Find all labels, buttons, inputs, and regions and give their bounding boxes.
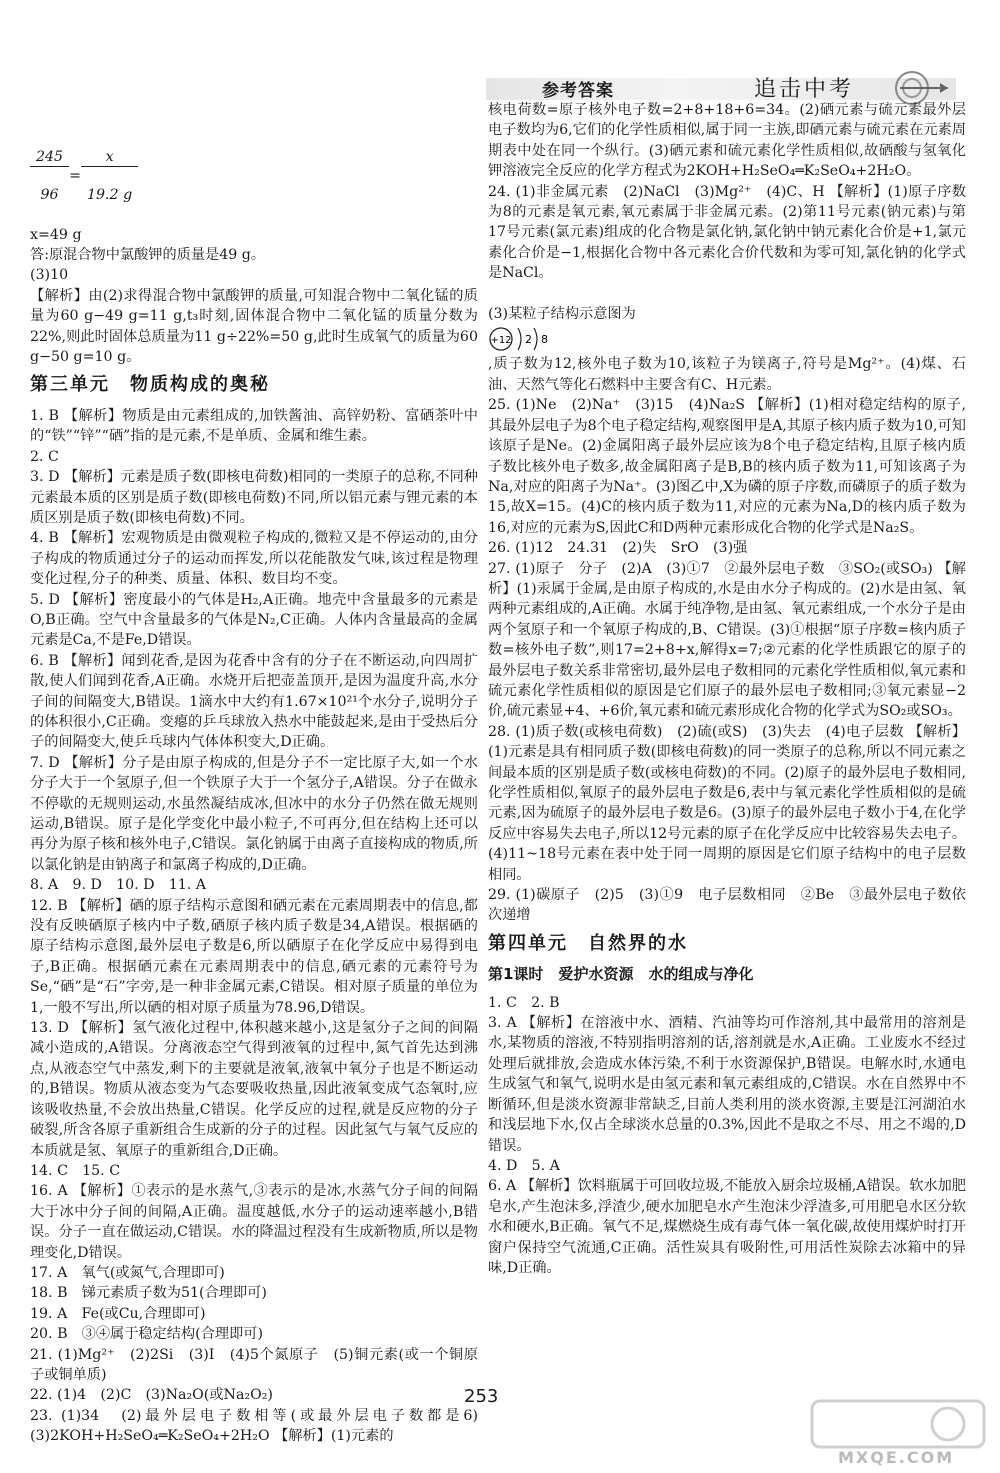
lesson-title: 第1课时 爱护水资源 水的组成与净化 bbox=[488, 965, 754, 984]
answer-item: 14. C 15. C bbox=[30, 1162, 121, 1179]
fraction-left: $\frac{245}{96}$ bbox=[30, 128, 69, 224]
atom-shell-1: 2 bbox=[525, 333, 532, 347]
answer-item: 17. A 氧气(或氮气,合理即可) bbox=[30, 1264, 225, 1281]
answer-item: 12. B 【解析】硒的原子结构示意图和硒元素在元素周期表中的信息,都没有反映硒原子核内中子数,硒原子核内质子数是34,A错误。根据硒的原子结构示意图,最外层电子数是6,所以硒原子在化学反应中易得到电子,B正确。根据硒元素在元素周期表中的信息,硒元素的元素符号为Se,“硒”是“石”字旁,是一种非金属元素,C错误。相对原子质量的单位为1,一般不写出,所以硒的相对原子质量为78.96,D错误。 bbox=[30, 897, 478, 1016]
answer-item: 24. (1)非金属元素 (2)NaCl (3)Mg²⁺ (4)C、H 【解析】(1)原子序数为8的元素是氧元素,氧元素属于非金属元素。(2)第11号元素(钠元素)与第17号元素(氯元素)组成的化合物是氯化钠,氯化钠中钠元素化合价是+1,氯元素化合价是−1,根据化合物中各元素化合价代数和为零可知,氯化钠的化学式是NaCl。 bbox=[488, 183, 966, 282]
atom-structure-diagram bbox=[488, 324, 554, 354]
answer-item: 13. D 【解析】氢气液化过程中,体积越来越小,这是氢分子之间的间隔减小造成的,A错误。分离液态空气得到液氧的过程中,氮气首先达到沸点,从液态空气中蒸发,剩下的主要就是液氧,液氧中氧分子也是不断运动的,B错误。物质从液态变为气态要吸收热量,因此液氧变成气态氧时,应该吸收热量,不会放出热量,C错误。化学反应的过程,就是反应物的分子破裂,所含各原子重新组合生成新的分子的过程。因此氢气与氧气反应的本质就是氢、氧原子的重新组合,D正确。 bbox=[30, 1020, 478, 1159]
answer-item: 1. B 【解析】物质是由元素组成的,加铁酱油、高锌奶粉、富硒茶叶中的“铁”“锌”“硒”指的是元素,不是单质、金属和维生素。 bbox=[30, 407, 478, 445]
atom-shell-2: 8 bbox=[541, 333, 548, 347]
answer-item: 25. (1)Ne (2)Na⁺ (3)15 (4)Na₂S 【解析】(1)相对稳定结构的原子,其最外层电子为8个电子稳定结构,观察图甲是A,其原子核内质子数为10,可知该原子是Ne。(2)金属阳离子最外层应该为8个电子稳定结构,且原子核内质子数比核外电子数多,故金属阳离子是B,B的核内质子数为11,可知该离子为Na,对应的阳离子为Na⁺。(3)图乙中,X为磷的原子序数,而磷原子的质子数为15,故X=15。(4)C的核内质子数为11,对应的元素为Na,D的核内质子数为16,对应的元素为S,因此C和D两种元素形成化合物的化学式是Na₂S。 bbox=[488, 397, 966, 536]
answer-item: 16. A 【解析】①表示的是水蒸气,③表示的是冰,水蒸气分子间的间隔大于冰中分子间的间隔,A正确。温度越低,水分子的运动速率越小,B错误。分子一直在做运动,C错误。水的降温过程没有生成新物质,所以是物理变化,D错误。 bbox=[30, 1183, 478, 1261]
atom-structure-line: (3)某粒子结构示意图为 +12 2 8 ,质子数为12,核外电子数为10,该粒子为镁离子,符号是Mg²⁺。(4)煤、石油、天然气等化石燃料中主要含有C、H元素。 bbox=[488, 306, 966, 393]
page-number: 253 bbox=[464, 1386, 499, 1407]
right-column bbox=[488, 100, 966, 1278]
answer-item: 5. D 【解析】密度最小的气体是H₂,A正确。地壳中含量最多的元素是O,B正确。空气中含量最多的气体是N₂,C正确。人体内含量最高的金属元素是Ca,不是Fe,D错误。 bbox=[30, 591, 478, 649]
answer-item: 26. (1)12 24.31 (2)失 SrO (3)强 bbox=[488, 540, 748, 557]
header-left-title: 参考答案 bbox=[542, 81, 614, 101]
answer-item: 23. (1)34 (2)最外层电子数相等(或最外层电子数都是6) (3)2KOH+H₂SeO₄═K₂SeO₄+2H₂O 【解析】(1)元素的 bbox=[30, 1407, 493, 1445]
calc-line: x=49 g bbox=[30, 226, 82, 243]
answer-item: 1. C 2. B bbox=[488, 994, 560, 1011]
answer-item: 22. (1)4 (2)C (3)Na₂O(或Na₂O₂) bbox=[30, 1387, 273, 1404]
answer-item: 20. B ③④属于稳定结构(合理即可) bbox=[30, 1326, 264, 1343]
answer-item: 4. B 【解析】宏观物质是由微观粒子构成的,微粒又是不停运动的,由分子构成的物质通过分子的运动而挥发,所以花能散发气味,该过程是物理变化过程,分子的种类、质量、体积、数目均不变。 bbox=[30, 530, 478, 588]
fraction-right: $\frac{x}{19.2 g}$ bbox=[81, 128, 138, 224]
fraction-equation: $\frac{245}{96}$ = $\frac{x}{19.2 g}$ bbox=[30, 108, 478, 225]
analysis-paragraph: 【解析】由(2)求得混合物中氯酸钾的质量,可知混合物中二氧化锰的质量为60 g−49 g=11 g,t₃时刻,固体混合物中二氧化锰的质量分数为22%,则此时固体总质量为11 g÷22%=50 g,此时生成氧气的质量为60 g−50 g=10 g。 bbox=[30, 287, 478, 366]
answer-item: 29. (1)碳原子 (2)5 (3)①9 电子层数相同 ②Be ③最外层电子数依次递增 bbox=[488, 887, 966, 924]
watermark-text: MXQE.COM bbox=[838, 1448, 955, 1467]
unit-title: 第三单元 物质构成的奥秘 bbox=[30, 374, 270, 396]
answer-line: 答:原混合物中氯酸钾的质量是49 g。 bbox=[30, 247, 266, 264]
atom-nucleus-label: +12 bbox=[490, 335, 512, 347]
answer-item: 7. D 【解析】分子是由原子构成的,但是分子不一定比原子大,如一个水分子大于一个氢原子,但一个铁原子大于一个氢分子,A错误。分子在做永不停歇的无规则运动,水虽然凝结成冰,但冰中的水分子仍然在做无规则运动,B错误。原子是化学变化中最小粒子,不可再分,但在结构上还可以再分为原子核和核外电子,C错误。氯化钠属于由离子直接构成的物质,所以氯化钠是由钠离子和氯离子构成的,D正确。 bbox=[30, 754, 478, 873]
answer-item: 27. (1)原子 分子 (2)A (3)①7 ②最外层电子数 ③SO₂(或SO₃) 【解析】(1)汞属于金属,是由原子构成的,水是由水分子构成的。(2)水是由氢、氧两种元素组成的,A正确。水属于纯净物,是由氢、氧元素组成,一个水分子是由两个氢原子和一个氧原子构成的,B、C错误。(3)①根据“原子序数=核内质子数=核外电子数”,则17=2+8+x,解得x=7;②元素的化学性质跟它的原子的最外层电子数关系非常密切,最外层电子数相同的元素化学性质相似,氧元素和硫元素化学性质相似的原因是它们原子的最外层电子数相同;③氧元素显−2价,硫元素显+4、+6价,氧元素和硫元素形成化合物的化学式为SO₂或SO₃。 bbox=[488, 560, 966, 720]
answer-item: 8. A 9. D 10. D 11. A bbox=[30, 877, 207, 894]
calc-line: (3)10 bbox=[30, 267, 69, 284]
answer-item: 3. A 【解析】在溶液中水、酒精、汽油等均可作溶剂,其中最常用的溶剂是水,某物质的溶液,不特别指明溶剂的话,溶剂就是水,A正确。工业废水不经过处理后就排放,会造成水体污染,不利于水资源保护,B错误。电解水时,水通电生成氢气和氧气,说明水是由氢元素和氧元素组成的,C错误。水在自然界中不断循环,但是淡水资源非常缺乏,目前人类利用的淡水资源,主要是江河湖泊水和浅层地下水,仅占全球淡水总量的0.3%,因此不是取之不尽、用之不竭的,D错误。 bbox=[488, 1015, 966, 1154]
answer-item: 2. C bbox=[30, 448, 59, 465]
header-right-title: 追击中考 bbox=[754, 77, 855, 102]
answer-item: 21. (1)Mg²⁺ (2)2Si (3)I (4)5个氮原子 (5)铜元素(或一个铜原子或铜单质) bbox=[30, 1346, 478, 1383]
answer-item: 19. A Fe(或Cu,合理即可) bbox=[30, 1305, 206, 1322]
unit-title: 第四单元 自然界的水 bbox=[488, 932, 688, 954]
answer-item: 4. D 5. A bbox=[488, 1157, 560, 1174]
answer-item: 28. (1)质子数(或核电荷数) (2)硫(或S) (3)失去 (4)电子层数 【解析】(1)元素是具有相同质子数(即核电荷数)的同一类原子的总称,所以不同元素之间最本质的区别是质子数(或核电荷数)的不同。(2)原子的最外层电子数相同,化学性质相似,氧原子的最外层电子数是6,表中与氧元素化学性质相似的是硫元素,因为硫原子的最外层电子数是6。(3)原子的最外层电子数小于4,在化学反应中容易失去电子,所以12号元素的原子在化学反应中比较容易失去电子。(4)11~18号元素在表中处于同一周期的原因是它们原子结构中的电子层数相同。 bbox=[488, 723, 966, 883]
answer-item: 18. B 锑元素质子数为51(合理即可) bbox=[30, 1285, 267, 1302]
answer-item: 3. D 【解析】元素是质子数(即核电荷数)相同的一类原子的总称,不同种元素最本质的区别是质子数(即核电荷数)不同,所以铝元素与锂元素的本质区别是质子数(即核电荷数)不同。 bbox=[30, 469, 478, 526]
answer-item: 核电荷数=原子核外电子数=2+8+18+6=34。(2)硒元素与硫元素最外层电子数均为6,它们的化学性质相似,属于同一主族,即硒元素与硫元素在元素周期表中处在同一个纵行。(3)硒元素和硫元素化学性质相似,故硒酸与氢氧化钾溶液完全反应的化学方程式为2KOH+H₂SeO₄═K₂SeO₄+2H₂O。 bbox=[488, 102, 966, 180]
answer-item: 6. A 【解析】饮料瓶属于可回收垃圾,不能放入厨余垃圾桶,A错误。软水加肥皂水,产生泡沫多,浮渣少,硬水加肥皂水产生泡沫少浮渣多,可用肥皂水区分软水和硬水,B正确。氧气不足,煤燃烧生成有毒气体一氧化碳,故使用煤炉时打开窗户保持空气流通,C正确。活性炭具有吸附性,可用活性炭除去冰箱中的异味,D正确。 bbox=[488, 1178, 966, 1276]
answer-item: 6. B 【解析】闻到花香,是因为花香中含有的分子在不断运动,向四周扩散,使人们闻到花香,A正确。水烧开后把壶盖顶开,是因为温度升高,水分子间的间隔变大,B错误。1滴水中大约有1.67×10²¹个水分子,说明分子的体积很小,C正确。变瘪的乒乓球放入热水中能鼓起来,是由于受热后分子的间隔变大,使乒乓球内气体体积变大,D正确。 bbox=[30, 652, 478, 751]
